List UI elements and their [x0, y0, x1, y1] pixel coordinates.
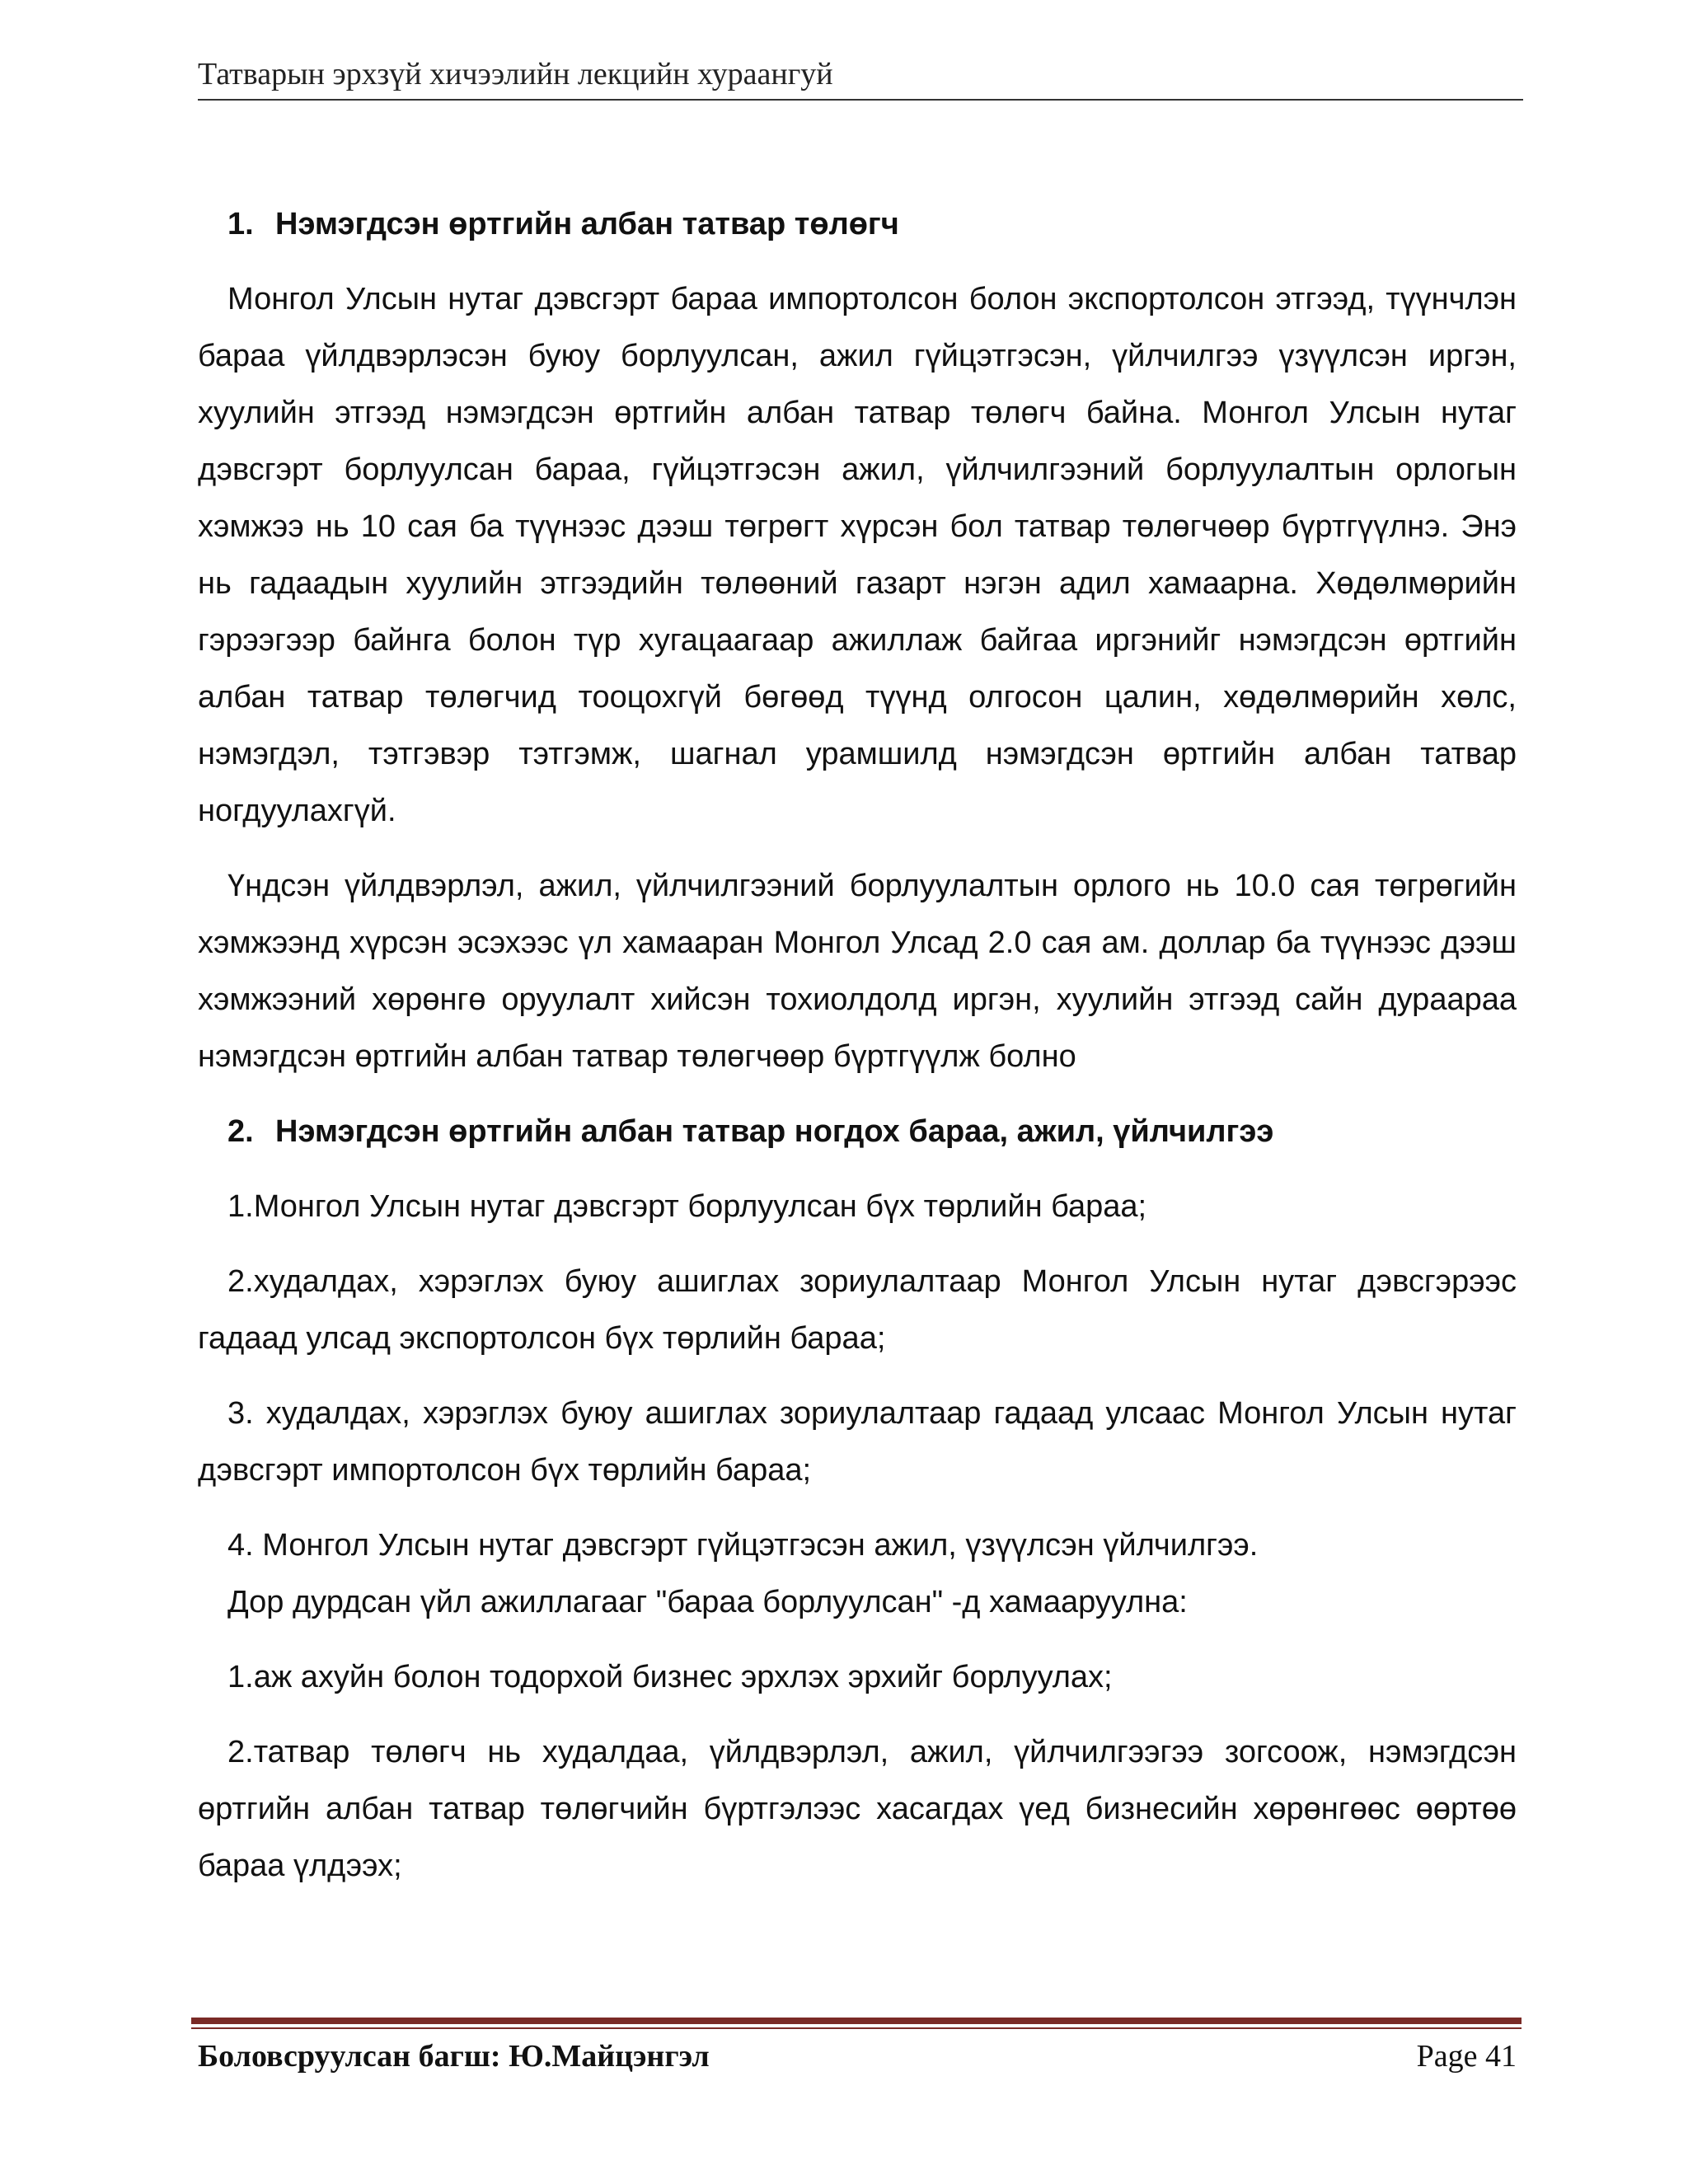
page-body	[198, 196, 1517, 1913]
page-footer	[198, 2036, 1517, 2077]
paragraph-voluntary-registration: Үндсэн үйлдвэрлэл, ажил, үйлчилгээний борлуулалтын орлого нь 10.0 сая төгрөгийн хэмжээнд хүрсэн эсэхээс үл хамааран Монгол Улсад 2.0 сая ам. доллар ба түүнээс дээш хэмжээний хөрөнгө оруулалт хийсэн тохиолдолд иргэн, хуулийн этгээд сайн дураараа нэмэгдсэн өртгийн албан татвар төлөгчөөр бүртгүүлж болно	[198, 869, 1517, 1074]
list-item-4: 4. Монгол Улсын нутаг дэвсгэрт гүйцэтгэсэн ажил, үзүүлсэн үйлчилгээ.	[227, 1528, 1259, 1563]
footer-divider	[191, 2018, 1522, 2029]
paragraph-goods-sold-definition: Дор дурдсан үйл ажиллагааг "бараа борлуулсан" -д хамааруулна:	[227, 1585, 1188, 1619]
footer-author: Боловсруулсан багш: Ю.Майцэнгэл	[198, 2039, 710, 2074]
definition-item-1: 1.аж ахуйн болон тодорхой бизнес эрхлэх эрхийг борлуулах;	[227, 1660, 1113, 1694]
paragraph-taxpayer: Монгол Улсын нутаг дэвсгэрт бараа импортолсон болон экспортолсон этгээд, түүнчлэн бараа үйлдвэрлэсэн буюу борлуулсан, ажил гүйцэтгэсэн, үйлчилгээ үзүүлсэн иргэн, хуулийн этгээд нэмэгдсэн өртгийн албан татвар төлөгч байна. Монгол Улсын нутаг дэвсгэрт борлуулсан бараа, гүйцэтгэсэн ажил, үйлчилгээний борлуулалтын орлогын хэмжээ нь 10 сая ба түүнээс дээш төгрөгт хүрсэн бол татвар төлөгчөөр бүртгүүлнэ. Энэ нь гадаадын хуулийн этгээдийн төлөөний газарт нэгэн адил хамаарна. Хөдөлмөрийн гэрээгээр байнга болон түр хугацаагаар ажиллаж байгаа иргэнийг нэмэгдсэн өртгийн албан татвар төлөгчид тооцохгүй бөгөөд түүнд олгосон цалин, хөдөлмөрийн хөлс, нэмэгдэл, тэтгэвэр тэтгэмж, шагнал урамшилд нэмэгдсэн өртгийн албан татвар ногдуулахгүй.	[198, 282, 1517, 828]
page-number: Page 41	[1416, 2039, 1517, 2074]
section-2-number: 2.	[227, 1114, 254, 1149]
section-1-number: 1.	[227, 207, 254, 241]
header-title: Татварын эрхзүй хичээлийн лекцийн хураангуй	[198, 57, 833, 91]
section-1-heading	[198, 196, 1517, 253]
section-2-heading	[198, 1104, 1517, 1160]
list-item-1: 1.Монгол Улсын нутаг дэвсгэрт борлуулсан бүх төрлийн бараа;	[227, 1189, 1147, 1224]
definition-item-2: 2.татвар төлөгч нь худалдаа, үйлдвэрлэл, ажил, үйлчилгээгээ зогсоож, нэмэгдсэн өртгийн албан татвар төлөгчийн бүртгэлээс хасагдах үед бизнесийн хөрөнгөөс өөртөө бараа үлдээх;	[198, 1735, 1517, 1883]
list-item-3: 3. худалдах, хэрэглэх буюу ашиглах зориулалтаар гадаад улсаас Монгол Улсын нутаг дэвсгэрт импортолсон бүх төрлийн бараа;	[198, 1396, 1517, 1488]
footer-divider-thin	[191, 2027, 1522, 2029]
running-header	[198, 54, 1523, 101]
footer-divider-thick	[191, 2018, 1522, 2024]
list-item-2: 2.худалдах, хэрэглэх буюу ашиглах зориулалтаар Монгол Улсын нутаг дэвсгэрээс гадаад улсад экспортолсон бүх төрлийн бараа;	[198, 1264, 1517, 1356]
section-2-title: Нэмэгдсэн өртгийн албан татвар ногдох бараа, ажил, үйлчилгээ	[275, 1114, 1274, 1149]
section-1-title: Нэмэгдсэн өртгийн албан татвар төлөгч	[275, 207, 899, 241]
